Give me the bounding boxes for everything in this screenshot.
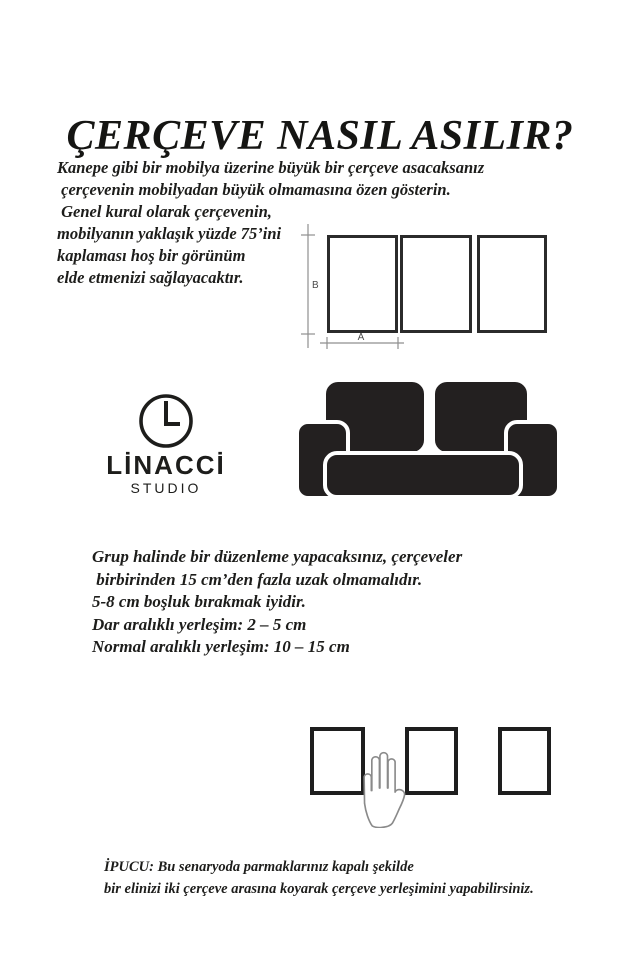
intro-line-2: çerçevenin mobilyadan büyük olmamasına özen gösterin. [57, 180, 451, 200]
frame-row [329, 237, 546, 332]
intro-line-4: mobilyanın yaklaşık yüzde 75’ini [57, 224, 282, 244]
spacing-frame-2 [405, 727, 458, 795]
frame-3 [479, 237, 546, 332]
spacing-rules-paragraph [92, 546, 462, 659]
page-title: ÇERÇEVE NASIL ASILIR? [66, 113, 574, 160]
width-dimension-label: A [357, 332, 365, 343]
logo-wordmark: LİNACCİ [106, 450, 226, 480]
sofa-illustration [294, 376, 562, 500]
sofa-seat [325, 453, 521, 497]
spacing-line-2: birbirinden 15 cm’den fazla uzak olmamalıdır. [92, 569, 423, 589]
intro-line-1: Kanepe gibi bir mobilya üzerine büyük bir çerçeve asacaksanız [57, 158, 485, 177]
tip-line-1: İPUCU: Bu senaryoda parmaklarınız kapalı şekilde [104, 859, 414, 875]
tip-line-2: bir elinizi iki çerçeve arasına koyarak çerçeve yerleşimini yapabilirsiniz. [104, 881, 534, 897]
frame-2 [402, 237, 471, 332]
tip-paragraph [104, 856, 534, 900]
hand-icon [358, 746, 408, 828]
intro-line-3: Genel kural olarak çerçevenin, [57, 202, 272, 222]
spacing-frame-1 [310, 727, 365, 795]
logo [100, 393, 232, 496]
spacing-line-3: 5-8 cm boşluk bırakmak iyidir. [92, 592, 306, 612]
spacing-frame-3 [498, 727, 551, 795]
spacing-line-4: Dar aralıklı yerleşim: 2 – 5 cm [92, 614, 307, 634]
intro-line-6: elde etmenizi sağlayacaktır. [57, 268, 244, 288]
height-dimension-label: B [312, 280, 319, 291]
clock-icon [138, 393, 194, 449]
intro-line-5: kaplaması hoş bir görünüm [57, 246, 246, 266]
spacing-line-5: Normal aralıklı yerleşim: 10 – 15 cm [92, 637, 350, 657]
frame-size-diagram [298, 220, 552, 352]
spacing-line-1: Grup halinde bir düzenleme yapacaksınız, çerçeveler [92, 547, 463, 566]
logo-subtitle: STUDIO [130, 480, 202, 496]
frame-1 [329, 237, 397, 332]
